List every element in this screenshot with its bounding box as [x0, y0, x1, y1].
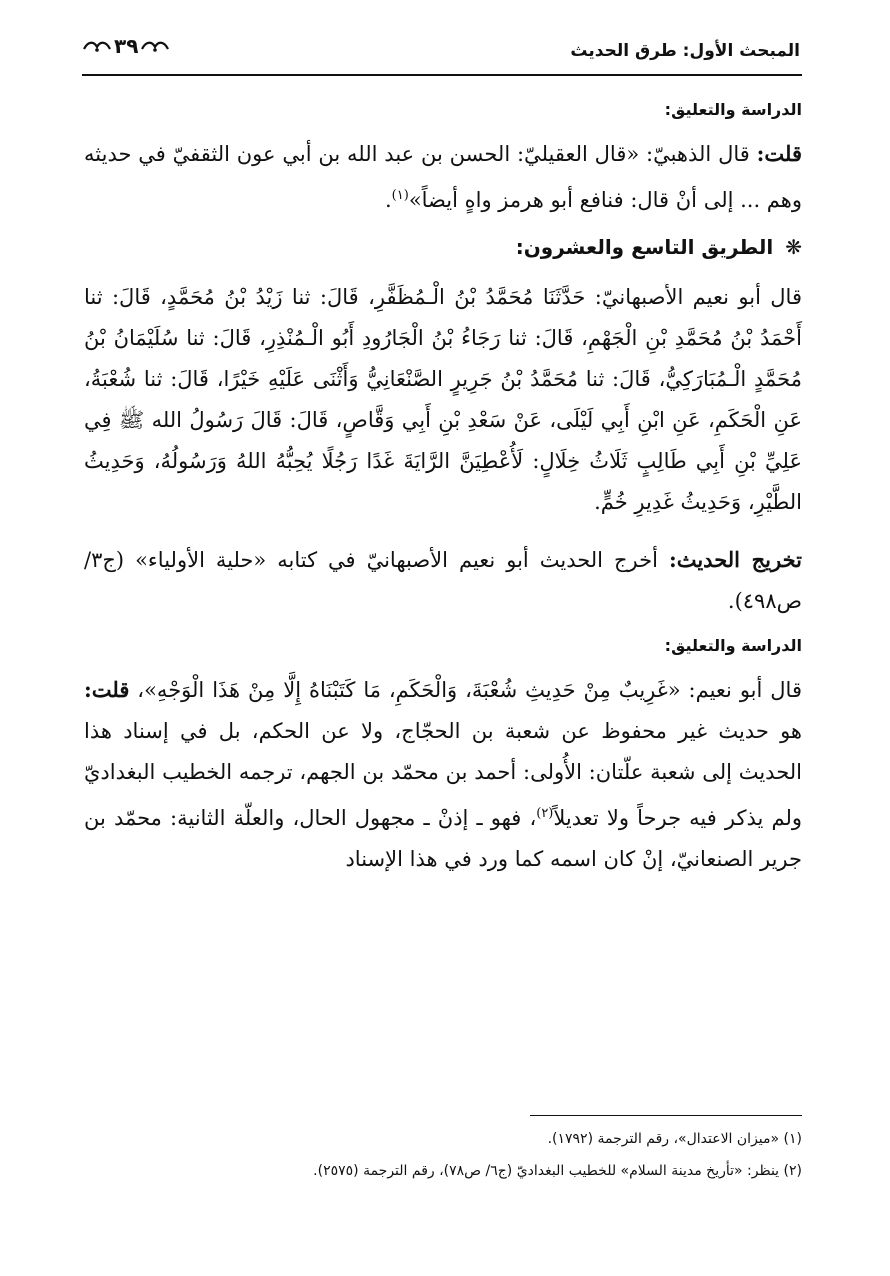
- study-text-2a: قال أبو نعيم: «غَرِيبٌ مِنْ حَدِيثِ شُعْبَةَ، وَالْحَكَمِ، مَا كَتَبْنَاهُ إِلَّا مِنْ هَذَا الْوَجْهِ»،: [129, 678, 802, 702]
- page-body: [84, 100, 802, 880]
- right-ornament-icon: [140, 39, 170, 53]
- footnote-divider: [530, 1115, 802, 1116]
- page-number-block: [82, 34, 170, 58]
- star-icon: ❋: [785, 235, 802, 259]
- takhrij-text: أخرج الحديث أبو نعيم الأصبهانيّ في كتابه «حلية الأولياء» (ج٣/ ص٤٩٨).: [84, 548, 802, 613]
- study-heading-1: الدراسة والتعليق:: [664, 100, 802, 119]
- qult-label-2: قلت:: [84, 677, 130, 702]
- takhrij-paragraph: [84, 539, 802, 622]
- left-ornament-icon: [82, 39, 112, 53]
- study-paragraph-2: [84, 669, 802, 880]
- study-paragraph-1: [84, 133, 802, 221]
- study-text-1: قال الذهبيّ: «قال العقيليّ: الحسن بن عبد الله بن أبي عون الثقفيّ في حديثه وهم ... إلى أنْ قال: فنافع أبو هرمز واهٍ أيضاً»: [84, 142, 802, 212]
- page-header: [82, 30, 802, 76]
- qult-label-1: قلت:: [756, 141, 802, 166]
- hadith-text: قال أبو نعيم الأصبهانيّ: حَدَّثَنَا مُحَمَّدُ بْنُ الْـمُظَفَّرِ، قَالَ: ثنا زَيْدُ بْنُ مُحَمَّدٍ، قَالَ: ثنا أَحْمَدُ بْنُ مُحَمَّدِ بْنِ الْجَهْمِ، قَالَ: ثنا رَجَاءُ بْنُ الْجَارُودِ أَبُو الْـمُنْذِرِ، قَالَ: ثنا سُلَيْمَانُ بْنُ مُحَمَّدٍ الْـمُبَارَكِيُّ، قَالَ: ثنا مُحَمَّدُ بْنُ جَرِيرٍ الصَّنْعَانِيُّ وَأَثْنَى عَلَيْهِ خَيْرًا، قَالَ: ثنا شُعْبَةُ، عَنِ الْحَكَمِ، عَنِ ابْنِ أَبِي لَيْلَى، عَنْ سَعْدِ بْنِ أَبِي وَقَّاصٍ، قَالَ: قَالَ رَسُولُ الله ﷺ فِي عَلِيِّ بْنِ أَبِي طَالِبٍ ثَلَاثُ خِلَالٍ: لَأُعْطِيَنَّ الرَّايَةَ غَدًا رَجُلًا يُحِبُّهُ اللهُ وَرَسُولُهُ، وَحَدِيثُ الطَّيْرِ، وَحَدِيثُ غَدِيرِ خُمٍّ.: [84, 285, 802, 514]
- takhrij-label: تخريج الحديث:: [668, 547, 802, 572]
- section-heading: [84, 235, 802, 259]
- study-text-1-end: .: [384, 188, 392, 212]
- footnotes: [84, 1128, 802, 1192]
- running-title: المبحث الأول: طرق الحديث: [570, 41, 800, 61]
- study-text-2c: ، فهو ـ إذنْ ـ مجهول الحال، والعلّة الثانية: محمّد بن جرير الصنعانيّ، إنْ كان اسمه كما ورد في هذا الإسناد: [84, 806, 802, 871]
- study-heading-2: الدراسة والتعليق:: [664, 636, 802, 655]
- footnote-1: (١) «ميزان الاعتدال»، رقم الترجمة (١٧٩٢).: [547, 1131, 802, 1147]
- footnote-2: (٢) ينظر: «تأريخ مدينة السلام» للخطيب البغداديّ (ج٦/ ص٧٨)، رقم الترجمة (٢٥٧٥).: [313, 1163, 802, 1179]
- footnote-ref-1: (١): [391, 188, 409, 203]
- page-number: ٣٩: [114, 34, 139, 58]
- footnote-ref-2: (٢): [536, 806, 554, 821]
- section-title: الطريق التاسع والعشرون:: [515, 235, 774, 259]
- study-text-2b: هو حديث غير محفوظ عن شعبة بن الحجّاج، ولا عن الحكم، بل في إسناد هذا الحديث إلى شعبة علّتان: الأُولى: أحمد بن محمّد بن الجهم، ترجمه الخطيب البغداديّ ولم يذكر فيه جرحاً ولا تعديلاً: [84, 719, 802, 830]
